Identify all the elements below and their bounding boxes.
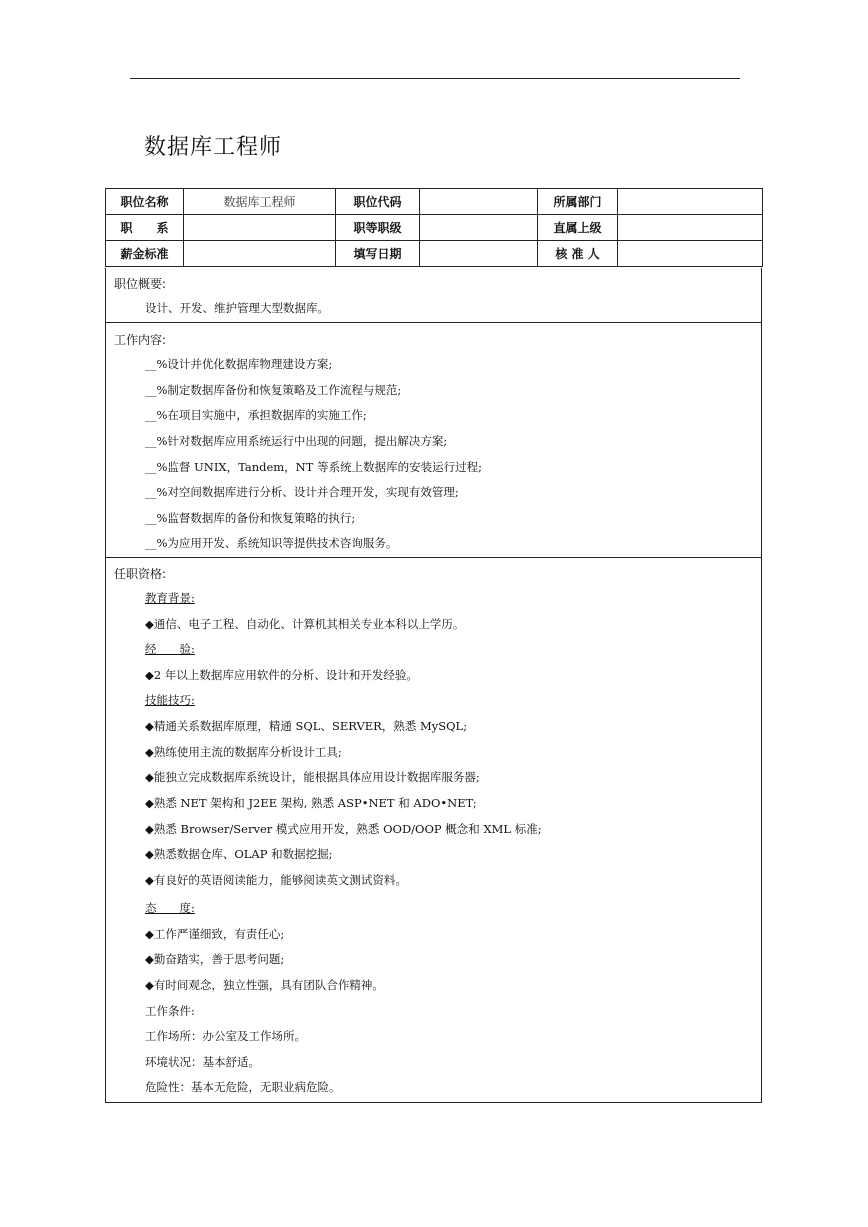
experience-subheading: 经 验: xyxy=(145,642,195,656)
approver-label: 核 准 人 xyxy=(538,241,618,267)
duty-item: __%监督 UNIX，Tandem，NT 等系统上数据库的安装运行过程; xyxy=(145,460,482,474)
work-conditions-subheading: 工作条件: xyxy=(145,1004,195,1018)
duties-heading: 工作内容: xyxy=(114,333,167,347)
duty-item: __%针对数据库应用系统运行中出现的问题，提出解决方案; xyxy=(145,434,448,448)
overview-section xyxy=(105,268,762,323)
header-rule xyxy=(130,78,740,79)
qualification-item: ◆熟悉 NET 架构和 J2EE 架构, 熟悉 ASP•NET 和 ADO•NET; xyxy=(145,796,477,810)
document-title: 数据库工程师 xyxy=(144,135,283,160)
duty-item: __%对空间数据库进行分析、设计并合理开发，实现有效管理; xyxy=(145,485,459,499)
duty-item: __%设计并优化数据库物理建设方案; xyxy=(145,357,333,371)
qualification-item: ◆通信、电子工程、自动化、计算机其相关专业本科以上学历。 xyxy=(145,617,465,631)
table-row xyxy=(106,215,763,241)
job-family-value xyxy=(184,215,336,241)
grade-label: 职等职级 xyxy=(336,215,420,241)
department-value xyxy=(618,189,763,215)
table-row xyxy=(106,189,763,215)
qualification-item: ◆熟练使用主流的数据库分析设计工具; xyxy=(145,745,342,759)
qualification-item: ◆勤奋踏实，善于思考问题; xyxy=(145,952,285,966)
approver-value xyxy=(618,241,763,267)
supervisor-value xyxy=(618,215,763,241)
qualification-item: ◆有良好的英语阅读能力，能够阅读英文测试资料。 xyxy=(145,873,407,887)
department-label: 所属部门 xyxy=(538,189,618,215)
position-code-value xyxy=(420,189,538,215)
qualification-item: ◆熟悉数据仓库、OLAP 和数据挖掘; xyxy=(145,847,333,861)
qualification-item: 环境状况：基本舒适。 xyxy=(145,1055,260,1069)
position-code-label: 职位代码 xyxy=(336,189,420,215)
position-name-label: 职位名称 xyxy=(106,189,184,215)
salary-label: 薪金标准 xyxy=(106,241,184,267)
qualifications-heading: 任职资格: xyxy=(114,567,167,581)
overview-text: 设计、开发、维护管理大型数据库。 xyxy=(145,301,329,315)
qualification-item: ◆精通关系数据库原理，精通 SQL、SERVER，熟悉 MySQL; xyxy=(145,719,468,733)
grade-value xyxy=(420,215,538,241)
overview-heading: 职位概要: xyxy=(114,277,167,291)
supervisor-label: 直属上级 xyxy=(538,215,618,241)
qualification-item: ◆能独立完成数据库系统设计，能根据具体应用设计数据库服务器; xyxy=(145,770,480,784)
duty-item: __%制定数据库备份和恢复策略及工作流程与规范; xyxy=(145,383,402,397)
qualification-item: ◆工作严谨细致，有责任心; xyxy=(145,927,285,941)
job-family-label: 职 系 xyxy=(106,215,184,241)
duty-item: __%监督数据库的备份和恢复策略的执行; xyxy=(145,511,356,525)
duty-item: __%为应用开发、系统知识等提供技术咨询服务。 xyxy=(145,536,398,550)
attitude-subheading: 态 度: xyxy=(145,901,195,915)
education-subheading: 教育背景: xyxy=(145,591,195,605)
job-info-table xyxy=(105,188,763,267)
qualification-item: ◆有时间观念，独立性强，具有团队合作精神。 xyxy=(145,978,384,992)
qualification-item: ◆熟悉 Browser/Server 模式应用开发，熟悉 OOD/OOP 概念和 XML 标准; xyxy=(145,822,542,836)
qualification-item: 危险性：基本无危险，无职业病危险。 xyxy=(145,1080,341,1094)
skills-subheading: 技能技巧: xyxy=(145,693,195,707)
qualification-item: ◆2 年以上数据库应用软件的分析、设计和开发经验。 xyxy=(145,668,418,682)
salary-value xyxy=(184,241,336,267)
fill-date-label: 填写日期 xyxy=(336,241,420,267)
duties-section xyxy=(105,323,762,558)
duty-item: __%在项目实施中，承担数据库的实施工作; xyxy=(145,408,367,422)
position-name-value: 数据库工程师 xyxy=(184,189,336,215)
qualifications-section xyxy=(105,558,762,1103)
qualification-item: 工作场所：办公室及工作场所。 xyxy=(145,1029,306,1043)
fill-date-value xyxy=(420,241,538,267)
table-row xyxy=(106,241,763,267)
